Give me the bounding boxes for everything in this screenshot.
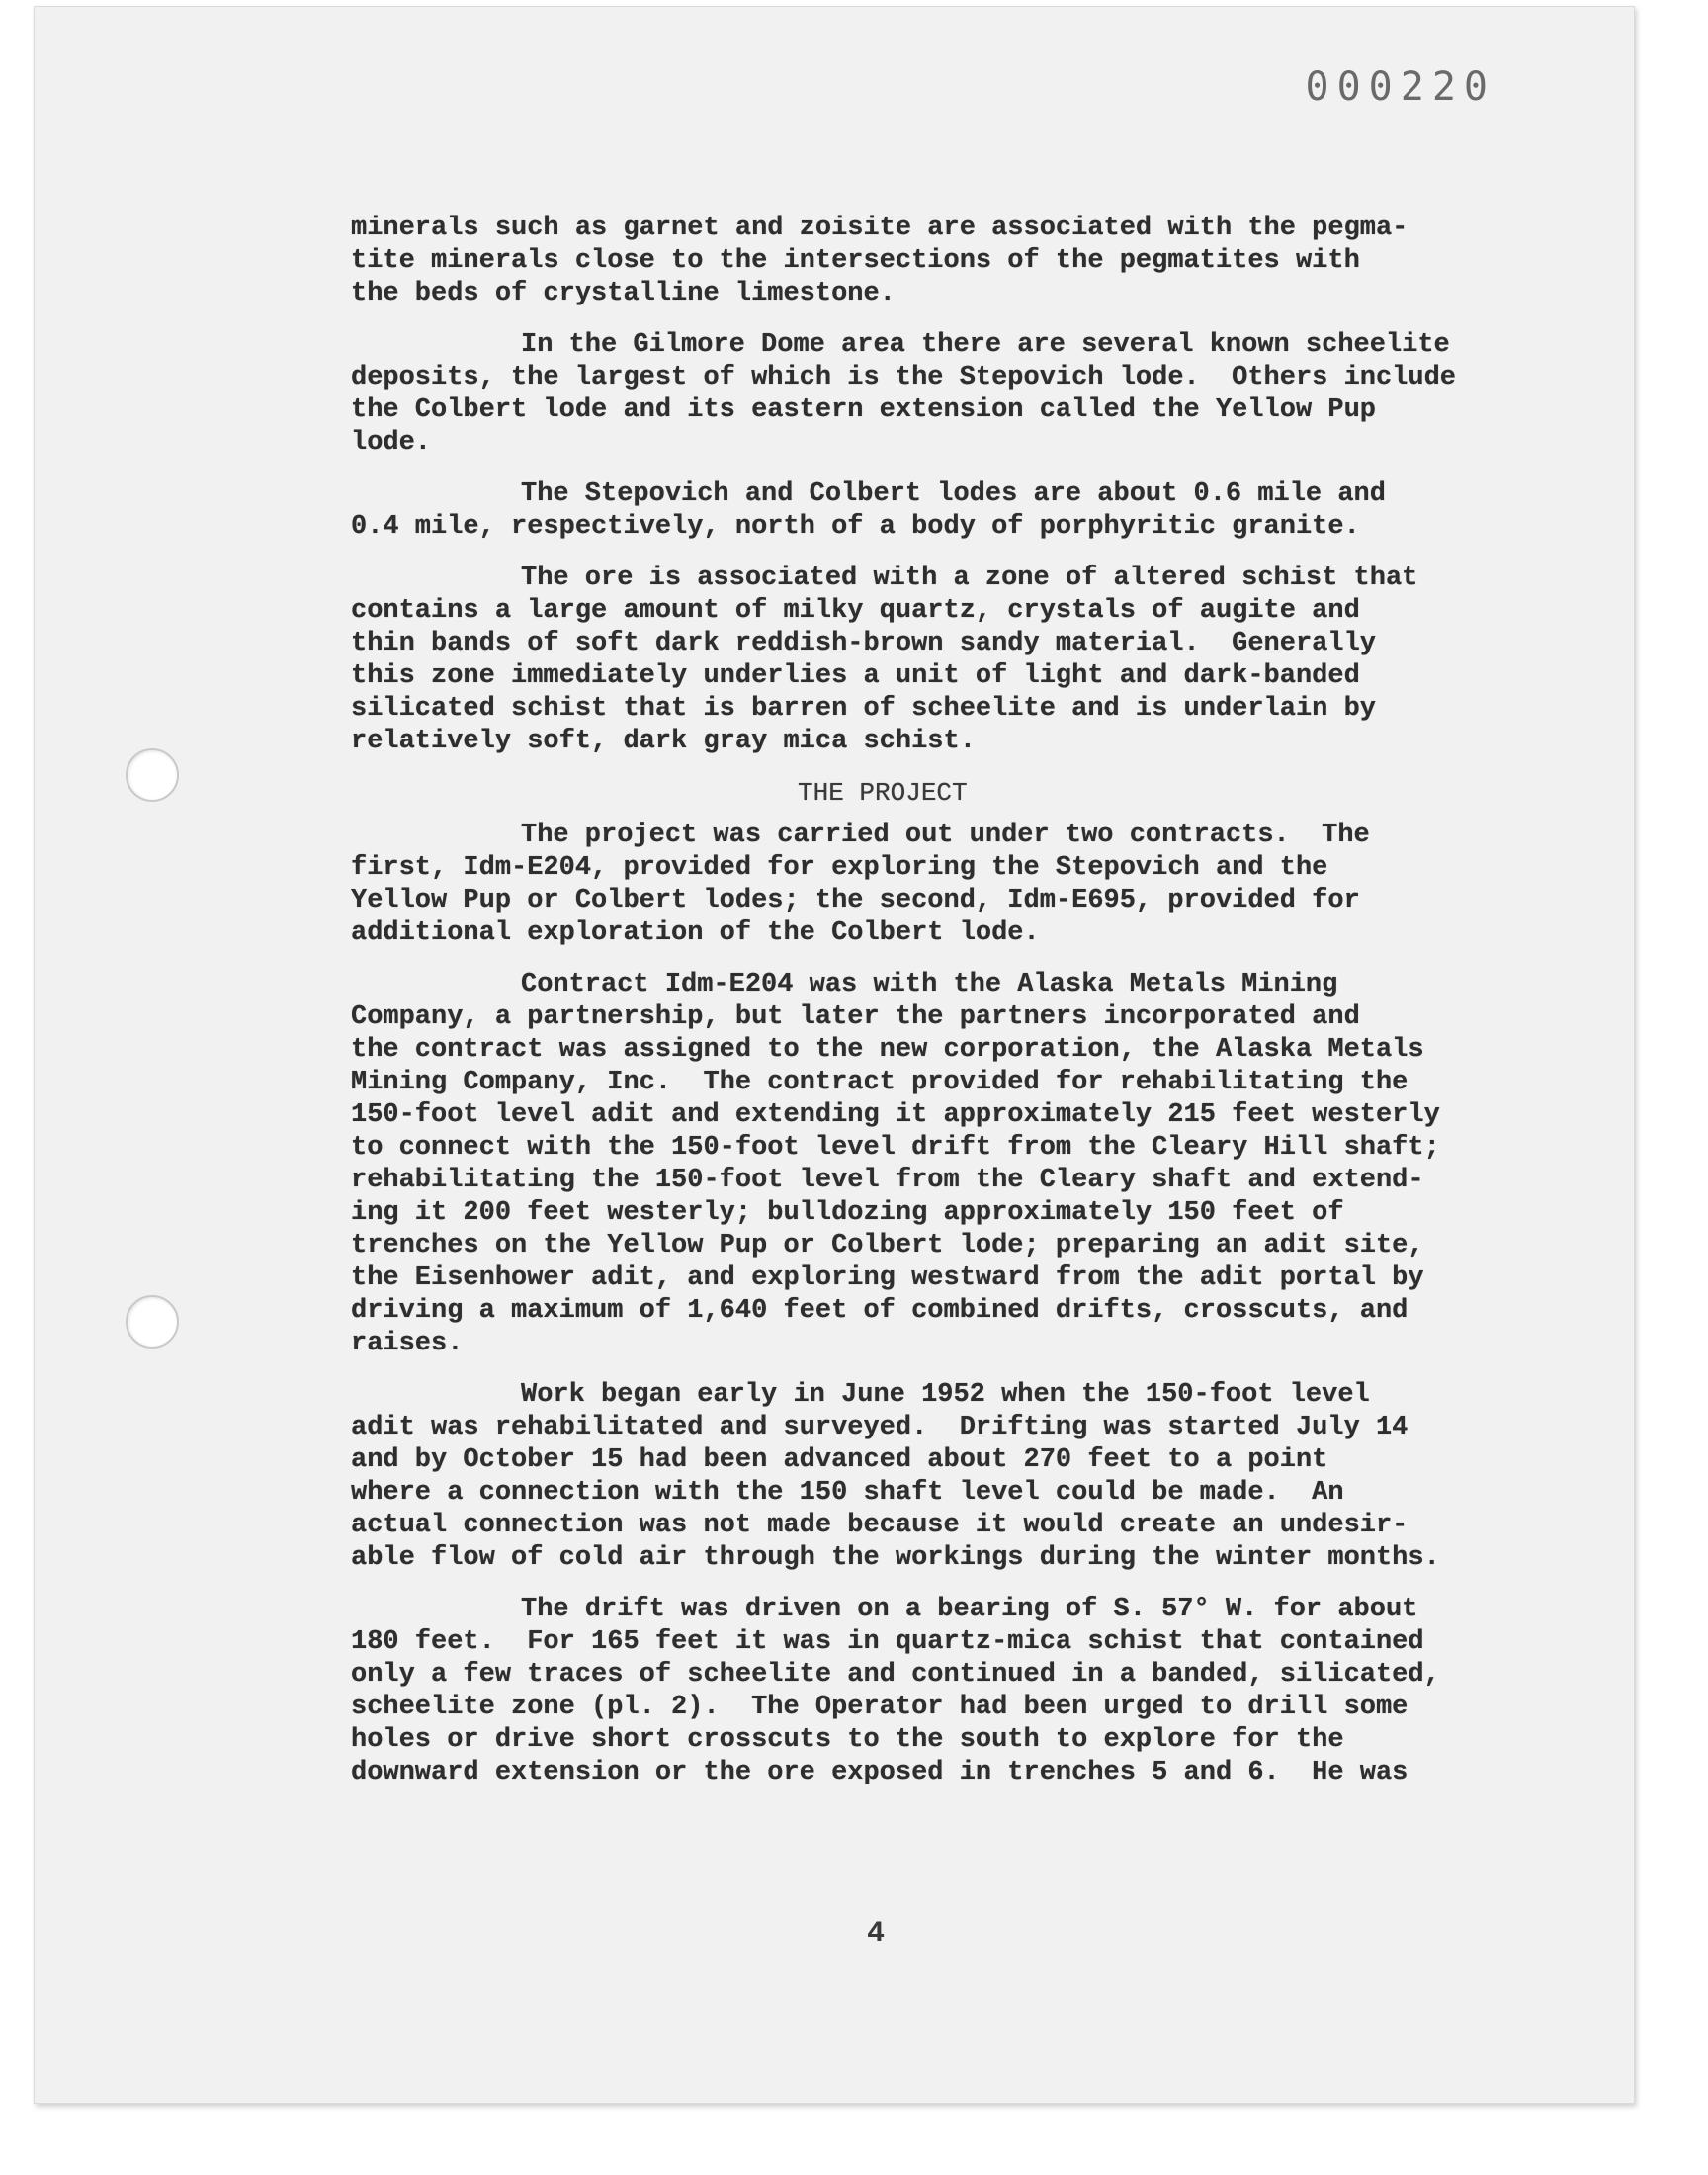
text-line: minerals such as garnet and zoisite are associated with the pegma- (351, 214, 1409, 243)
text-line: In the Gilmore Dome area there are several known scheelite (521, 330, 1450, 360)
paragraph (351, 213, 1497, 310)
text-line: adit was rehabilitated and surveyed. Drifting was started July 14 (351, 1413, 1409, 1442)
text-line: Yellow Pup or Colbert lodes; the second, Idm-E695, provided for (351, 886, 1360, 915)
project-section (351, 820, 1497, 1789)
text-line: to connect with the 150-foot level drift from the Cleary Hill shaft; (351, 1133, 1440, 1163)
text-line: relatively soft, dark gray mica schist. (351, 727, 976, 756)
text-line: rehabilitating the 150-foot level from the Cleary shaft and extend- (351, 1166, 1424, 1195)
page-number: 4 (867, 1917, 886, 1951)
text-line: deposits, the largest of which is the Stepovich lode. Others include (351, 363, 1456, 392)
text-line: The ore is associated with a zone of altered schist that (521, 564, 1418, 593)
text-line: scheelite zone (pl. 2). The Operator had been urged to drill some (351, 1693, 1409, 1722)
page-stamp-number: 000220 (1305, 64, 1495, 110)
text-line: Work began early in June 1952 when the 150-foot level (521, 1380, 1370, 1410)
text-line: 0.4 mile, respectively, north of a body of porphyritic granite. (351, 512, 1360, 542)
paragraph (351, 969, 1497, 1360)
text-line: holes or drive short crosscuts to the south to explore for the (351, 1725, 1344, 1755)
section-heading: THE PROJECT (798, 778, 968, 808)
text-line: 180 feet. For 165 feet it was in quartz-mica schist that contained (351, 1627, 1424, 1657)
text-line: tite minerals close to the intersections of the pegmatites with (351, 246, 1360, 276)
document-page (34, 6, 1635, 2104)
text-line: the Colbert lode and its eastern extension called the Yellow Pup (351, 395, 1376, 425)
paragraph (351, 1379, 1497, 1575)
text-line: first, Idm-E204, provided for exploring the Stepovich and the (351, 853, 1328, 883)
paragraph (351, 1594, 1497, 1789)
text-line: The drift was driven on a bearing of S. 57° W. for about (521, 1595, 1418, 1624)
text-line: lode. (351, 428, 432, 458)
text-line: contains a large amount of milky quartz, crystals of augite and (351, 596, 1360, 626)
text-line: and by October 15 had been advanced about 270 feet to a point (351, 1445, 1328, 1475)
text-line: Company, a partnership, but later the partners incorporated and (351, 1002, 1360, 1032)
text-line: thin bands of soft dark reddish-brown sandy material. Generally (351, 629, 1376, 658)
text-line: where a connection with the 150 shaft level could be made. An (351, 1478, 1344, 1508)
text-line: ing it 200 feet westerly; bulldozing approximately 150 feet of (351, 1198, 1344, 1228)
intro-section (351, 213, 1497, 758)
text-line: the contract was assigned to the new corporation, the Alaska Metals (351, 1035, 1424, 1065)
text-line: only a few traces of scheelite and continued in a banded, silicated, (351, 1660, 1440, 1690)
text-line: silicated schist that is barren of scheelite and is underlain by (351, 694, 1376, 724)
text-line: actual connection was not made because it would create an undesir- (351, 1511, 1409, 1540)
text-line: the Eisenhower adit, and exploring westward from the adit portal by (351, 1263, 1424, 1293)
text-line: this zone immediately underlies a unit of light and dark-banded (351, 661, 1360, 691)
text-line: Mining Company, Inc. The contract provided for rehabilitating the (351, 1068, 1409, 1097)
text-line: driving a maximum of 1,640 feet of combined drifts, crosscuts, and (351, 1296, 1409, 1326)
punch-hole-icon (126, 748, 179, 802)
text-line: able flow of cold air through the workings during the winter months. (351, 1543, 1440, 1573)
text-line: raises. (351, 1329, 464, 1358)
text-line: downward extension or the ore exposed in trenches 5 and 6. He was (351, 1758, 1409, 1787)
document-body (351, 213, 1497, 1808)
text-line: 150-foot level adit and extending it approximately 215 feet westerly (351, 1100, 1440, 1130)
paragraph (351, 478, 1497, 544)
text-line: trenches on the Yellow Pup or Colbert lode; preparing an adit site, (351, 1231, 1424, 1261)
text-line: the beds of crystalline limestone. (351, 279, 896, 308)
text-line: additional exploration of the Colbert lode. (351, 918, 1040, 948)
paragraph (351, 820, 1497, 950)
paragraph (351, 329, 1497, 460)
text-line: The Stepovich and Colbert lodes are about 0.6 mile and (521, 479, 1386, 509)
punch-hole-icon (126, 1295, 179, 1348)
text-line: Contract Idm-E204 was with the Alaska Metals Mining (521, 970, 1338, 1000)
paragraph (351, 563, 1497, 758)
text-line: The project was carried out under two contracts. The (521, 821, 1370, 850)
